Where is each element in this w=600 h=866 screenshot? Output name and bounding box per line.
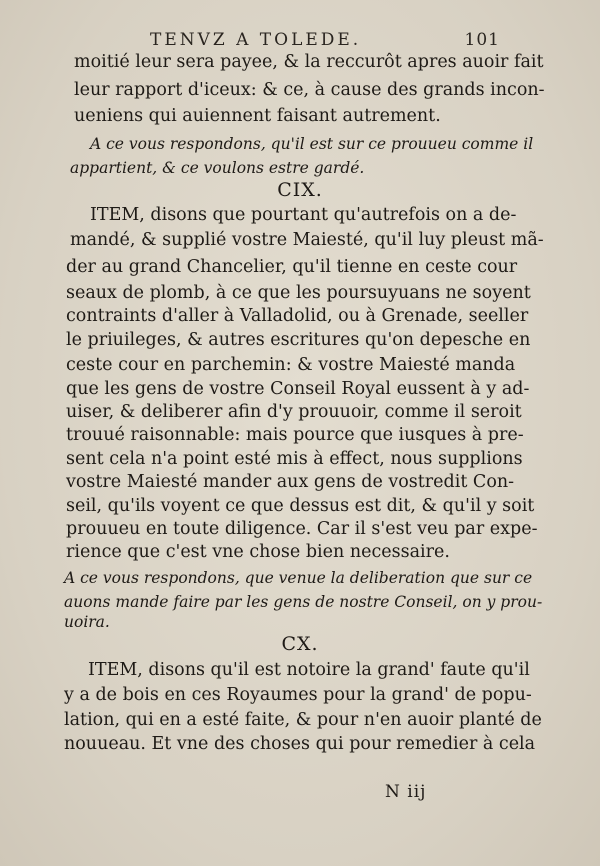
text-line: ITEM, disons que pourtant qu'autrefois on a de- <box>90 205 517 225</box>
section-heading: CIX. <box>277 179 323 201</box>
text-line: ceste cour en parchemin: & vostre Maiesté manda <box>66 355 516 375</box>
text-line: trouué raisonnable: mais pource que iusques à pre- <box>66 425 524 445</box>
text-line: nouueau. Et vne des choses qui pour remedier à cela <box>64 734 536 754</box>
signature-mark: N iij <box>385 782 427 802</box>
text-line: rience que c'est vne chose bien necessaire. <box>66 542 450 562</box>
text-line: sent cela n'a point esté mis à effect, nous supplions <box>66 449 523 469</box>
text-line: y a de bois en ces Royaumes pour la grand' de popu- <box>64 685 532 705</box>
text-line: der au grand Chancelier, qu'il tienne en ceste cour <box>66 257 518 277</box>
text-line: lation, qui en a esté faite, & pour n'en auoir planté de <box>64 710 542 730</box>
text-line: ITEM, disons qu'il est notoire la grand' faute qu'il <box>88 660 530 680</box>
text-line: seaux de plomb, à ce que les poursuyuans ne soyent <box>66 283 531 303</box>
folio-number: 101 <box>464 30 500 50</box>
text-line: contraints d'aller à Valladolid, ou à Grenade, seeller <box>66 306 529 326</box>
response-line: uoira. <box>64 613 110 631</box>
running-header <box>150 30 500 50</box>
text-line: le priuileges, & autres escritures qu'on depesche en <box>66 330 531 350</box>
text-line: seil, qu'ils voyent ce que dessus est dit, & qu'il y soit <box>66 496 535 516</box>
text-line: uiser, & deliberer afin d'y prouuoir, comme il seroit <box>66 402 522 422</box>
running-title: TENVZ A TOLEDE. <box>150 30 362 50</box>
text-line: mandé, & supplié vostre Maiesté, qu'il luy pleust mã- <box>70 230 544 250</box>
text-line: que les gens de vostre Conseil Royal eussent à y ad- <box>66 379 530 399</box>
response-line: A ce vous respondons, que venue la deliberation que sur ce <box>64 569 533 587</box>
text-line: moitié leur sera payee, & la reccurôt apres auoir fait <box>74 52 544 72</box>
section-heading: CX. <box>281 633 319 655</box>
text-line: prouueu en toute diligence. Car il s'est veu par expe- <box>66 519 538 539</box>
response-line: appartient, & ce voulons estre gardé. <box>70 159 365 177</box>
response-line: A ce vous respondons, qu'il est sur ce prouueu comme il <box>90 135 534 153</box>
text-line: leur rapport d'iceux: & ce, à cause des grands incon- <box>74 80 545 100</box>
response-line: auons mande faire par les gens de nostre Conseil, on y prou- <box>64 593 543 611</box>
text-line: vostre Maiesté mander aux gens de vostredit Con- <box>66 472 515 492</box>
text-line: ueniens qui auiennent faisant autrement. <box>74 106 441 126</box>
